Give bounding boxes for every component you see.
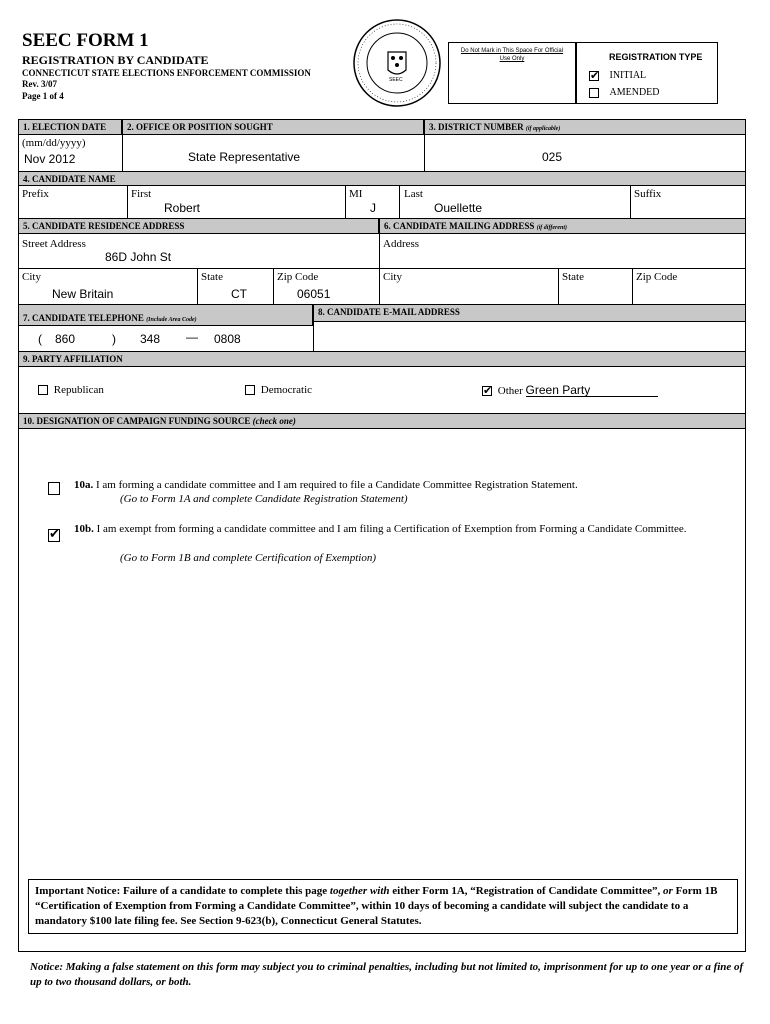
- mi-input[interactable]: J: [370, 201, 376, 215]
- other-checkbox[interactable]: [482, 386, 492, 396]
- footer-notice: Notice: Making a false statement on this form may subject you to criminal penalties, including but not limited to, imprisonment for up to one year or a fine of up to two thousand dollars, or both.: [30, 961, 744, 988]
- district-input[interactable]: 025: [542, 150, 563, 164]
- option-10b-note: (Go to Form 1B and complete Certification of Exemption): [120, 552, 377, 564]
- state-seal: [352, 18, 442, 108]
- initial-checkbox[interactable]: [589, 71, 599, 81]
- election-date-input[interactable]: Nov 2012: [24, 152, 76, 166]
- state-label: State: [201, 271, 223, 283]
- phone-line-input[interactable]: 0808: [214, 332, 241, 346]
- election-date-format: (mm/dd/yyyy): [22, 137, 86, 149]
- option-10a[interactable]: [48, 479, 60, 497]
- registration-type-amended[interactable]: [589, 87, 660, 98]
- option-10b-checkbox[interactable]: [48, 529, 60, 542]
- other-party-input[interactable]: Green Party: [526, 384, 658, 397]
- street-address-input[interactable]: 86D John St: [105, 250, 172, 264]
- mailing-city-label: City: [383, 271, 402, 283]
- option-10b-text: 10b. I am exempt from forming a candidate committee and I am filing a Certification of Exemption from Forming a Candidate Committee.: [74, 523, 687, 535]
- city-input[interactable]: New Britain: [52, 287, 114, 301]
- seal-center-text: SEEC: [389, 77, 403, 83]
- form-title: SEEC FORM 1: [22, 30, 149, 51]
- phone-prefix-input[interactable]: 348: [140, 332, 161, 346]
- other-label: Other: [497, 385, 523, 397]
- party-republican[interactable]: [38, 384, 104, 396]
- democratic-checkbox[interactable]: [245, 385, 255, 395]
- seal-icon: [352, 18, 442, 108]
- revision: Rev. 3/07: [22, 79, 57, 89]
- funding-header: 10. DESIGNATION OF CAMPAIGN FUNDING SOURCE (check one): [18, 413, 746, 429]
- form-subtitle: REGISTRATION BY CANDIDATE: [22, 53, 209, 67]
- democratic-label: Democratic: [260, 384, 313, 396]
- phone-open-paren: (: [38, 332, 42, 346]
- initial-label: INITIAL: [609, 70, 647, 81]
- mailing-state-label: State: [562, 271, 584, 283]
- suffix-label: Suffix: [634, 188, 662, 200]
- election-date-header: 1. ELECTION DATE: [18, 119, 122, 135]
- important-notice: Important Notice: Failure of a candidate to complete this page together with either Form 1A, “Registration of Candidate Committee”, or Form 1B “Certification of Exemption from Forming a Candidate Committee”, within 10 days of becoming a candidate will subject the candidate to a mandatory $100 late filing fee. See Section 9-623(b), Connecticut General Statutes.: [28, 879, 738, 934]
- mi-label: MI: [349, 188, 363, 200]
- option-10b[interactable]: [48, 526, 60, 544]
- option-10a-checkbox[interactable]: [48, 482, 60, 495]
- registration-type-title: REGISTRATION TYPE: [609, 52, 703, 62]
- republican-label: Republican: [53, 384, 104, 396]
- last-name-input[interactable]: Ouellette: [434, 201, 483, 215]
- first-label: First: [131, 188, 152, 200]
- prefix-label: Prefix: [22, 188, 49, 200]
- registration-type-initial[interactable]: [589, 70, 646, 81]
- option-10a-note: (Go to Form 1A and complete Candidate Registration Statement): [120, 493, 408, 505]
- zip-label: Zip Code: [277, 271, 319, 283]
- party-democratic[interactable]: [245, 384, 312, 396]
- city-label: City: [22, 271, 41, 283]
- state-input[interactable]: CT: [231, 287, 247, 301]
- party-header: 9. PARTY AFFILIATION: [18, 351, 746, 367]
- commission-name: CONNECTICUT STATE ELECTIONS ENFORCEMENT COMMISSION: [22, 68, 311, 78]
- amended-checkbox[interactable]: [589, 88, 599, 98]
- street-address-label: Street Address: [22, 238, 86, 250]
- telephone-header: 7. CANDIDATE TELEPHONE (Include Area Code): [18, 304, 313, 326]
- zip-input[interactable]: 06051: [297, 287, 331, 301]
- office-header: 2. OFFICE OR POSITION SOUGHT: [122, 119, 424, 135]
- office-input[interactable]: State Representative: [188, 150, 301, 164]
- amended-label: AMENDED: [609, 87, 660, 98]
- phone-close-paren: ): [112, 332, 116, 346]
- mailing-address-label: Address: [383, 238, 420, 250]
- page-number: Page 1 of 4: [22, 91, 64, 101]
- mailing-address-header: 6. CANDIDATE MAILING ADDRESS (if different): [379, 218, 746, 234]
- mailing-zip-label: Zip Code: [636, 271, 678, 283]
- email-header: 8. CANDIDATE E-MAIL ADDRESS: [313, 304, 746, 322]
- option-10a-text: 10a. I am forming a candidate committee and I am required to file a Candidate Committee Registration Statement.: [74, 479, 578, 491]
- district-header: 3. DISTRICT NUMBER (if applicable): [424, 119, 746, 135]
- republican-checkbox[interactable]: [38, 385, 48, 395]
- party-other[interactable]: [482, 384, 658, 397]
- candidate-name-header: 4. CANDIDATE NAME: [18, 171, 746, 186]
- phone-area-input[interactable]: 860: [55, 332, 76, 346]
- first-name-input[interactable]: Robert: [164, 201, 201, 215]
- official-use-text: Do Not Mark in This Space For Official Use Only: [460, 48, 564, 62]
- residence-address-header: 5. CANDIDATE RESIDENCE ADDRESS: [18, 218, 379, 234]
- official-use-box: [448, 42, 576, 104]
- registration-type-box: [576, 42, 718, 104]
- last-label: Last: [404, 188, 423, 200]
- phone-dash: —: [186, 330, 198, 344]
